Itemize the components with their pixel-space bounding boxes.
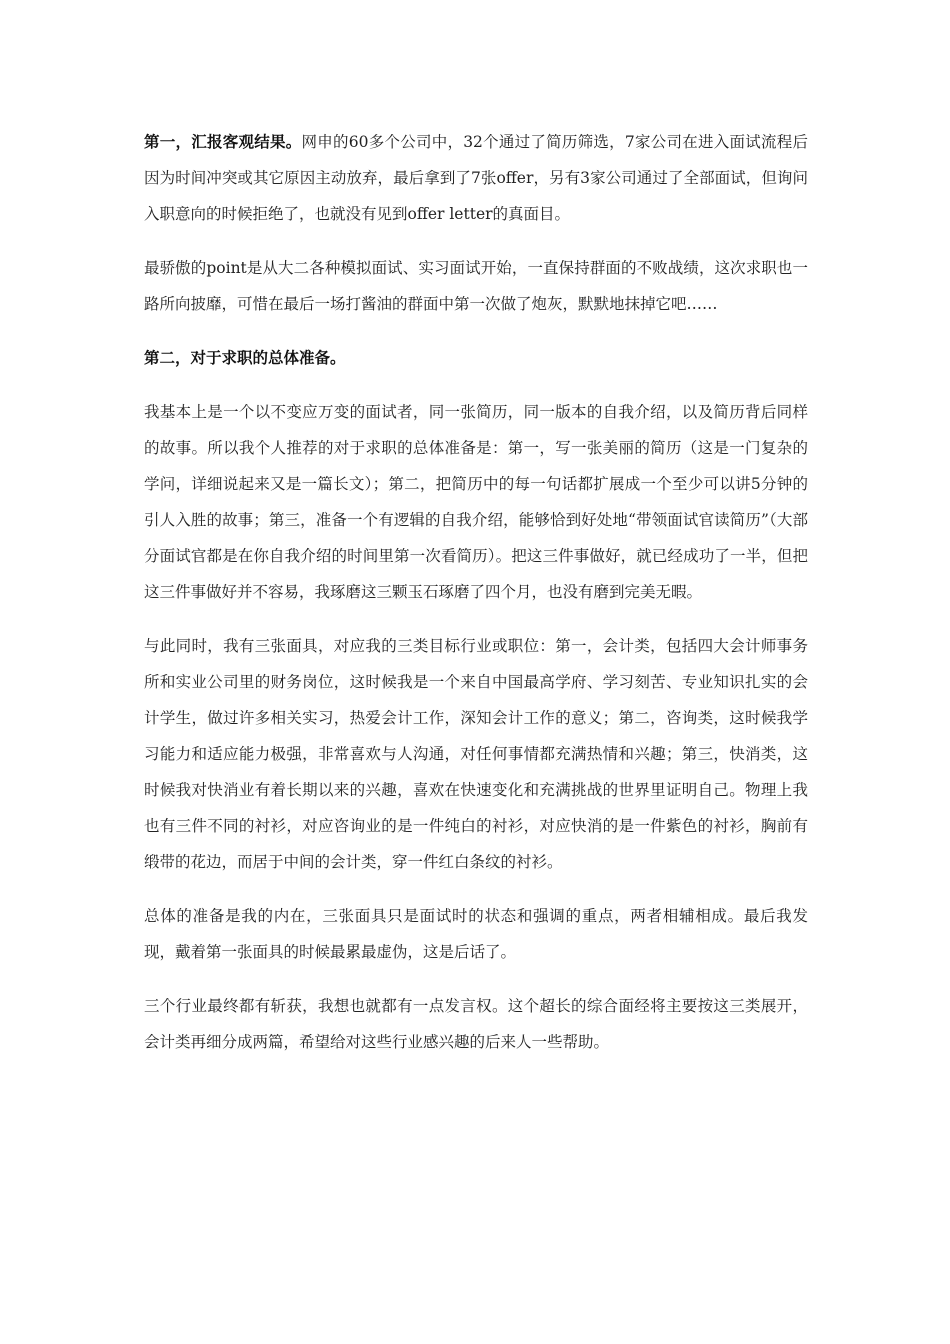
section1-paragraph-results [144,124,808,232]
section2-paragraph-inner: 总体的准备是我的内在，三张面具只是面试时的状态和强调的重点，两者相辅相成。最后我发现，戴着第一张面具的时候最累最虚伪，这是后话了。 [144,907,808,961]
section2-heading: 第二，对于求职的总体准备。 [144,348,346,367]
section2-paragraph-outcome: 三个行业最终都有斩获，我想也就都有一点发言权。这个超长的综合面经将主要按这三类展开，会计类再细分成两篇，希望给对这些行业感兴趣的后来人一些帮助。 [144,997,808,1051]
section1-heading: 第一，汇报客观结果。 [144,132,302,151]
section1-paragraph-pride: 最骄傲的point是从大二各种模拟面试、实习面试开始，一直保持群面的不败战绩，这次求职也一路所向披靡，可惜在最后一场打酱油的群面中第一次做了炮灰，默默地抹掉它吧…… [144,259,808,313]
section2-paragraph-masks: 与此同时，我有三张面具，对应我的三类目标行业或职位：第一，会计类，包括四大会计师事务所和实业公司里的财务岗位，这时候我是一个来自中国最高学府、学习刻苦、专业知识扎实的会计学生，做过许多相关实习，热爱会计工作，深知会计工作的意义；第二，咨询类，这时候我学习能力和适应能力极强，非常喜欢与人沟通，对任何事情都充满热情和兴趣；第三，快消类，这时候我对快消业有着长期以来的兴趣，喜欢在快速变化和充满挑战的世界里证明自己。物理上我也有三件不同的衬衫，对应咨询业的是一件纯白的衬衫，对应快消的是一件紫色的衬衫，胸前有缎带的花边，而居于中间的会计类，穿一件红白条纹的衬衫。 [144,637,808,871]
section1-results-text: 网申的60多个公司中，32个通过了简历筛选，7家公司在进入面试流程后因为时间冲突或其它原因主动放弃，最后拿到了7张offer，另有3家公司通过了全部面试，但询问入职意向的时候拒绝了，也就没有见到offer letter的真面目。 [144,133,808,223]
section2-paragraph-preparation: 我基本上是一个以不变应万变的面试者，同一张简历，同一版本的自我介绍，以及简历背后同样的故事。所以我个人推荐的对于求职的总体准备是：第一，写一张美丽的简历（这是一门复杂的学问，详细说起来又是一篇长文）；第二，把简历中的每一句话都扩展成一个至少可以讲5分钟的引人入胜的故事；第三，准备一个有逻辑的自我介绍，能够恰到好处地“带领面试官读简历”（大部分面试官都是在你自我介绍的时间里第一次看简历）。把这三件事做好，就已经成功了一半，但把这三件事做好并不容易，我琢磨这三颗玉石琢磨了四个月，也没有磨到完美无暇。 [144,403,808,601]
document-body [144,124,808,1078]
